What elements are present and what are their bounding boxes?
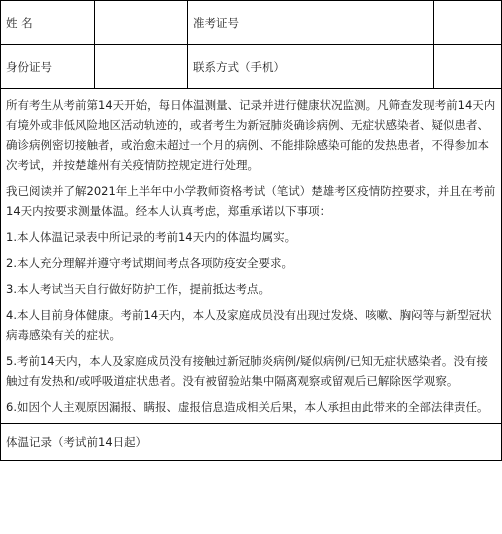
declaration-paragraph: 我已阅读并了解2021年上半年中小学教师资格考试（笔试）楚雄考区疫情防控要求，并且在考前14天内按要求测量体温。经本人认真考虑，郑重承诺以下事项：: [6, 184, 496, 218]
id-number-value-cell[interactable]: [95, 45, 188, 89]
id-row: [1, 45, 502, 89]
pledge-item: 5.考前14天内，本人及家庭成员没有接触过新冠肺炎病例/疑似病例/已知无症状感染者。没有接触过有发热和/或呼吸道症状患者。没有被留验站集中隔离观察或留观后已解除医学观察。: [6, 354, 488, 388]
name-value-cell[interactable]: [95, 1, 188, 45]
id-number-label: 身份证号: [1, 45, 95, 89]
pledge-cell: [1, 89, 502, 424]
exam-number-label: 准考证号: [188, 1, 434, 45]
pledge-item: 1.本人体温记录表中所记录的考前14天内的体温均属实。: [6, 230, 297, 244]
temperature-record-label: 体温记录（考试前14日起）: [1, 424, 502, 461]
pledge-row: [1, 89, 502, 424]
name-row: [1, 1, 502, 45]
name-label: 姓 名: [1, 1, 95, 45]
pledge-item: 2.本人充分理解并遵守考试期间考点各项防疫安全要求。: [6, 256, 293, 270]
temperature-record-row: [1, 424, 502, 461]
intro-paragraph: 所有考生从考前第14天开始，每日体温测量、记录并进行健康状况监测。凡筛查发现考前14天内有境外或非低风险地区活动轨迹的，或者考生为新冠肺炎确诊病例、无症状感染者、疑似患者、确诊病例密切接触者，或治愈未超过一个月的病例、不能排除感染可能的发热患者，不得参加本次考试，并按楚雄州有关疫情防控规定进行处理。: [6, 98, 496, 172]
pledge-item: 6.如因个人主观原因漏报、瞒报、虚报信息造成相关后果，本人承担由此带来的全部法律责任。: [6, 400, 489, 414]
exam-number-value-cell[interactable]: [434, 1, 502, 45]
contact-label: 联系方式（手机）: [188, 45, 434, 89]
pledge-item: 3.本人考试当天自行做好防护工作，提前抵达考点。: [6, 282, 270, 296]
pledge-item: 4.本人目前身体健康。考前14天内，本人及家庭成员没有出现过发烧、咳嗽、胸闷等与新型冠状病毒感染有关的症状。: [6, 308, 492, 342]
contact-value-cell[interactable]: [434, 45, 502, 89]
